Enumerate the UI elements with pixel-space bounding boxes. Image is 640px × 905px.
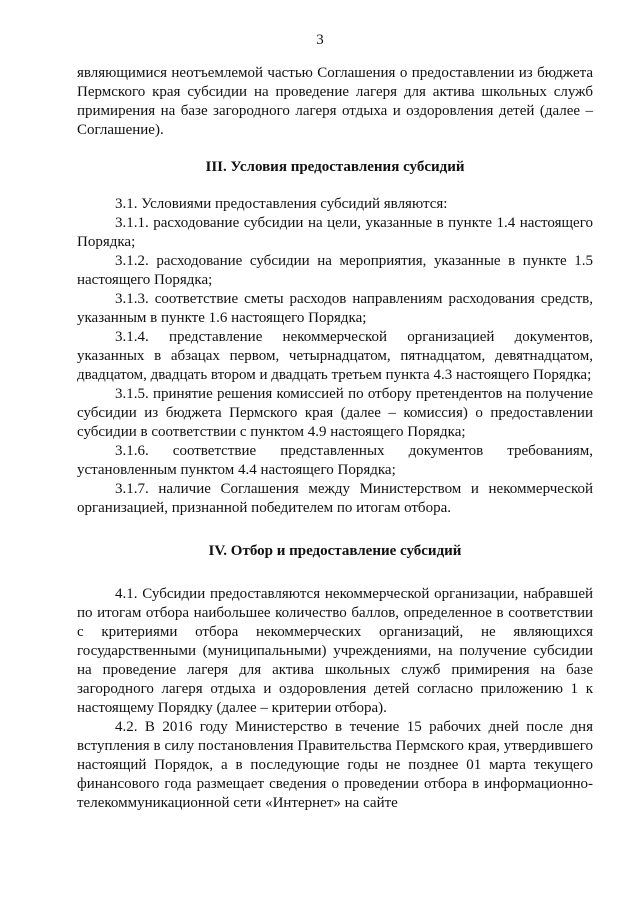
section-3-heading: III. Условия предоставления субсидий [205, 159, 465, 175]
paragraph-3-1: 3.1. Условиями предоставления субсидий являются: [115, 196, 448, 212]
paragraph-3-1-3: 3.1.3. соответствие сметы расходов направлениям расходования средств, указанным в пункте 1.6 настоящего Порядка; [77, 291, 593, 326]
paragraph-4-2: 4.2. В 2016 году Министерство в течение 15 рабочих дней после дня вступления в силу постановления Правительства Пермского края, утвердившего настоящий Порядок, а в последующие годы не позднее 01 марта текущего финансового года размещает сведения о проведении отбора в информационно-телекоммуникационной сети «Интернет» на сайте [77, 719, 593, 811]
section-4-heading: IV. Отбор и предоставление субсидий [208, 543, 462, 559]
paragraph-4-1: 4.1. Субсидии предоставляются некоммерческой организации, набравшей по итогам отбора наибольшее количество баллов, определенное в соответствии с критериями отбора некоммерческих организаций, не являющихся государственными (муниципальными) учреждениями, на получение субсидии на проведение лагеря для актива школьных служб примирения на базе загородного лагеря отдыха и оздоровления детей согласно приложению 1 к настоящему Порядку (далее – критерии отбора). [77, 586, 593, 716]
paragraph-3-1-6: 3.1.6. соответствие представленных документов требованиям, установленным пунктом 4.4 настоящего Порядка; [77, 443, 593, 478]
paragraph-3-1-5: 3.1.5. принятие решения комиссией по отбору претендентов на получение субсидии из бюджета Пермского края (далее – комиссия) о предоставлении субсидии в соответствии с пунктом 4.9 настоящего Порядка; [77, 386, 593, 440]
paragraph-3-1-1: 3.1.1. расходование субсидии на цели, указанные в пункте 1.4 настоящего Порядка; [77, 215, 593, 250]
paragraph-3-1-4: 3.1.4. представление некоммерческой организацией документов, указанных в абзацах первом, четырнадцатом, пятнадцатом, девятнадцатом, двадцатом, двадцать втором и двадцать третьем пункта 4.3 настоящего Порядка; [77, 329, 593, 383]
intro-paragraph: являющимися неотъемлемой частью Соглашения о предоставлении из бюджета Пермского края субсидии на проведение лагеря для актива школьных служб примирения на базе загородного лагеря отдыха и оздоровления детей (далее – Соглашение). [77, 65, 593, 138]
paragraph-3-1-7: 3.1.7. наличие Соглашения между Министерством и некоммерческой организацией, признанной победителем по итогам отбора. [77, 481, 593, 516]
page-number: 3 [316, 32, 324, 48]
paragraph-3-1-2: 3.1.2. расходование субсидии на мероприятия, указанные в пункте 1.5 настоящего Порядка; [77, 253, 593, 288]
page-content [77, 64, 593, 813]
